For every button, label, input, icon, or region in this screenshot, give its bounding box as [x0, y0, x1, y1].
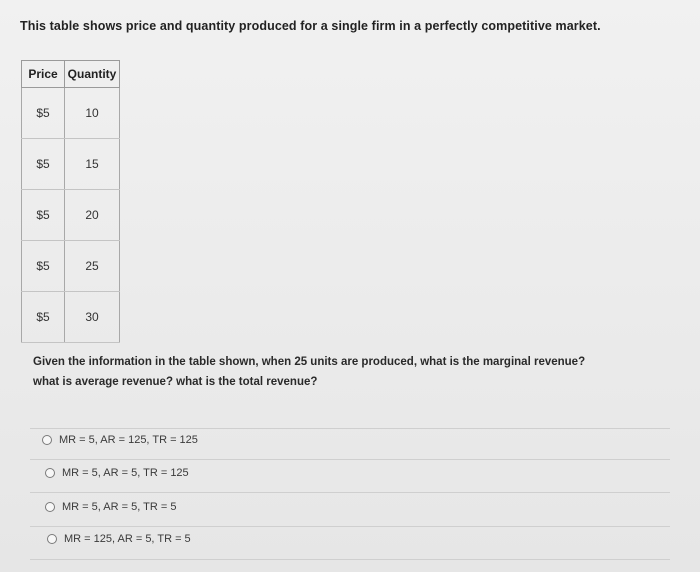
table-row [22, 292, 120, 343]
price-cell: $5 [22, 190, 65, 241]
radio-button-icon[interactable] [45, 502, 55, 512]
table-row [22, 241, 120, 292]
answer-label: MR = 5, AR = 5, TR = 5 [62, 501, 177, 513]
quantity-cell: 15 [65, 139, 120, 190]
divider [30, 492, 670, 493]
quantity-cell: 10 [65, 88, 120, 139]
answer-option-2[interactable] [45, 462, 189, 484]
answer-label: MR = 5, AR = 125, TR = 125 [59, 434, 198, 446]
price-cell: $5 [22, 241, 65, 292]
price-cell: $5 [22, 139, 65, 190]
answer-option-1[interactable] [42, 429, 198, 451]
price-cell: $5 [22, 88, 65, 139]
price-quantity-table [21, 60, 120, 343]
question-heading: This table shows price and quantity produced for a single firm in a perfectly competitive market. [20, 19, 601, 33]
radio-button-icon[interactable] [47, 534, 57, 544]
table-row [22, 139, 120, 190]
answer-label: MR = 125, AR = 5, TR = 5 [64, 533, 191, 545]
question-line-2: what is average revenue? what is the total revenue? [33, 376, 318, 388]
quantity-cell: 30 [65, 292, 120, 343]
answer-label: MR = 5, AR = 5, TR = 125 [62, 467, 189, 479]
table-row [22, 190, 120, 241]
question-text [33, 352, 673, 392]
price-cell: $5 [22, 292, 65, 343]
divider [30, 526, 670, 527]
quantity-cell: 20 [65, 190, 120, 241]
question-line-1: Given the information in the table shown, when 25 units are produced, what is the marginal revenue? [33, 356, 586, 368]
quantity-cell: 25 [65, 241, 120, 292]
table-row [22, 88, 120, 139]
table-header-row [22, 61, 120, 88]
quantity-column-header: Quantity [65, 61, 120, 88]
answer-option-3[interactable] [45, 496, 176, 518]
radio-button-icon[interactable] [42, 435, 52, 445]
divider [30, 559, 670, 560]
price-column-header: Price [22, 61, 65, 88]
answer-option-4[interactable] [47, 528, 191, 550]
radio-button-icon[interactable] [45, 468, 55, 478]
divider [30, 459, 670, 460]
